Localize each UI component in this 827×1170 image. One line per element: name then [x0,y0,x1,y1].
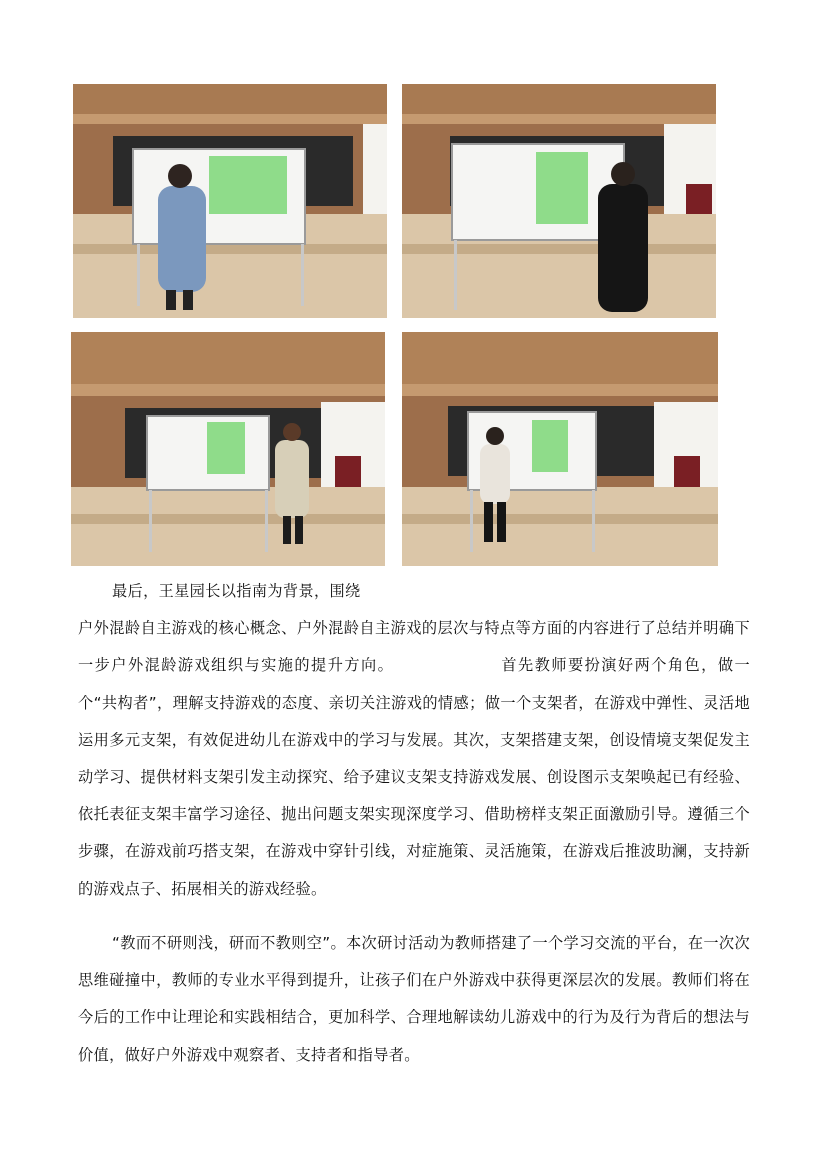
paragraph-1-part-3: 首先教师要扮演好两个角色，做一个“共构者”，理解支持游戏的态度、亲切关注游戏的情感；做一个支架者，在游戏中弹性、灵活地运用多元支架，有效促进幼儿在游戏中的学习与发展。其次，支架搭建支架，创设情境支架促发主动学习、提供材料支架引发主动探究、给予建议支架支持游戏发展、创设图示支架唤起已有经验、依托表征支架丰富学习途径、抛出问题支架实现深度学习、借助榜样支架正面激励引导。遵循三个步骤，在游戏前巧搭支架，在游戏中穿针引线，对症施策、灵活施策，在游戏后推波助澜，支持新的游戏点子、拓展相关的游戏经验。 [78,656,750,898]
activity-photo-1 [73,84,387,318]
summary-paragraph [78,573,750,908]
activity-photo-2 [402,84,716,318]
conclusion-paragraph [78,925,750,1074]
activity-photo-3 [71,332,385,566]
paragraph-1-line-1: 最后，王星园长以指南为背景，围绕 [112,582,361,600]
paragraph-2-text: “教而不研则浅，研而不教则空”。本次研讨活动为教师搭建了一个学习交流的平台，在一次次思维碰撞中，教师的专业水平得到提升，让孩子们在户外游戏中获得更深层次的发展。教师们将在今后的工作中让理论和实践相结合，更加科学、合理地解读幼儿游戏中的行为及行为背后的想法与价值，做好户外游戏中观察者、支持者和指导者。 [78,934,750,1064]
paragraph-1-part-2: 户外混龄自主游戏的核心概念、户外混龄自主游戏的层次与特点等方面的内容进行了总结并明确下一步户外混龄游戏组织与实施的提升方向。 [78,619,750,675]
activity-photo-4 [402,332,718,566]
